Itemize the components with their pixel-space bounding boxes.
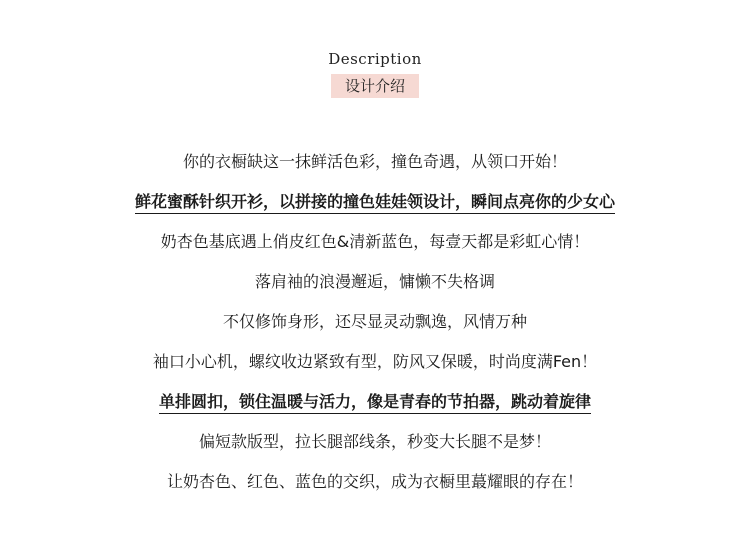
description-line-7 <box>0 388 750 428</box>
description-line-text: 落肩袖的浪漫邂逅，慵懒不失格调 <box>254 272 495 291</box>
header-title-en: Description <box>328 50 422 68</box>
description-line-6 <box>0 348 750 388</box>
description-line-text: 袖口小心机，螺纹收边紧致有型，防风又保暖，时尚度满Fen！ <box>152 352 598 371</box>
description-line-4 <box>0 268 750 308</box>
description-header <box>0 48 750 98</box>
description-line-3 <box>0 228 750 268</box>
description-line-text: 鲜花蜜酥针织开衫，以拼接的撞色娃娃领设计，瞬间点亮你的少女心 <box>135 191 615 214</box>
description-line-8 <box>0 428 750 468</box>
description-line-2 <box>0 188 750 228</box>
description-line-9 <box>0 468 750 508</box>
description-line-text: 偏短款版型，拉长腿部线条，秒变大长腿不是梦！ <box>198 432 551 451</box>
header-title-cn: 设计介绍 <box>331 74 419 98</box>
description-lines <box>0 148 750 508</box>
description-line-text: 奶杏色基底遇上俏皮红色&清新蓝色，每壹天都是彩虹心情！ <box>160 232 590 251</box>
description-line-text: 你的衣橱缺这一抹鲜活色彩，撞色奇遇，从领口开始！ <box>182 152 567 171</box>
description-line-text: 单排圆扣，锁住温暖与活力，像是青春的节拍器，跳动着旋律 <box>159 391 591 414</box>
description-line-text: 不仅修饰身形，还尽显灵动飘逸，风情万种 <box>222 312 527 331</box>
description-line-1 <box>0 148 750 188</box>
description-line-text: 让奶杏色、红色、蓝色的交织，成为衣橱里蕞耀眼的存在！ <box>166 472 583 491</box>
header-title-cn-wrap <box>0 74 750 98</box>
description-line-5 <box>0 308 750 348</box>
